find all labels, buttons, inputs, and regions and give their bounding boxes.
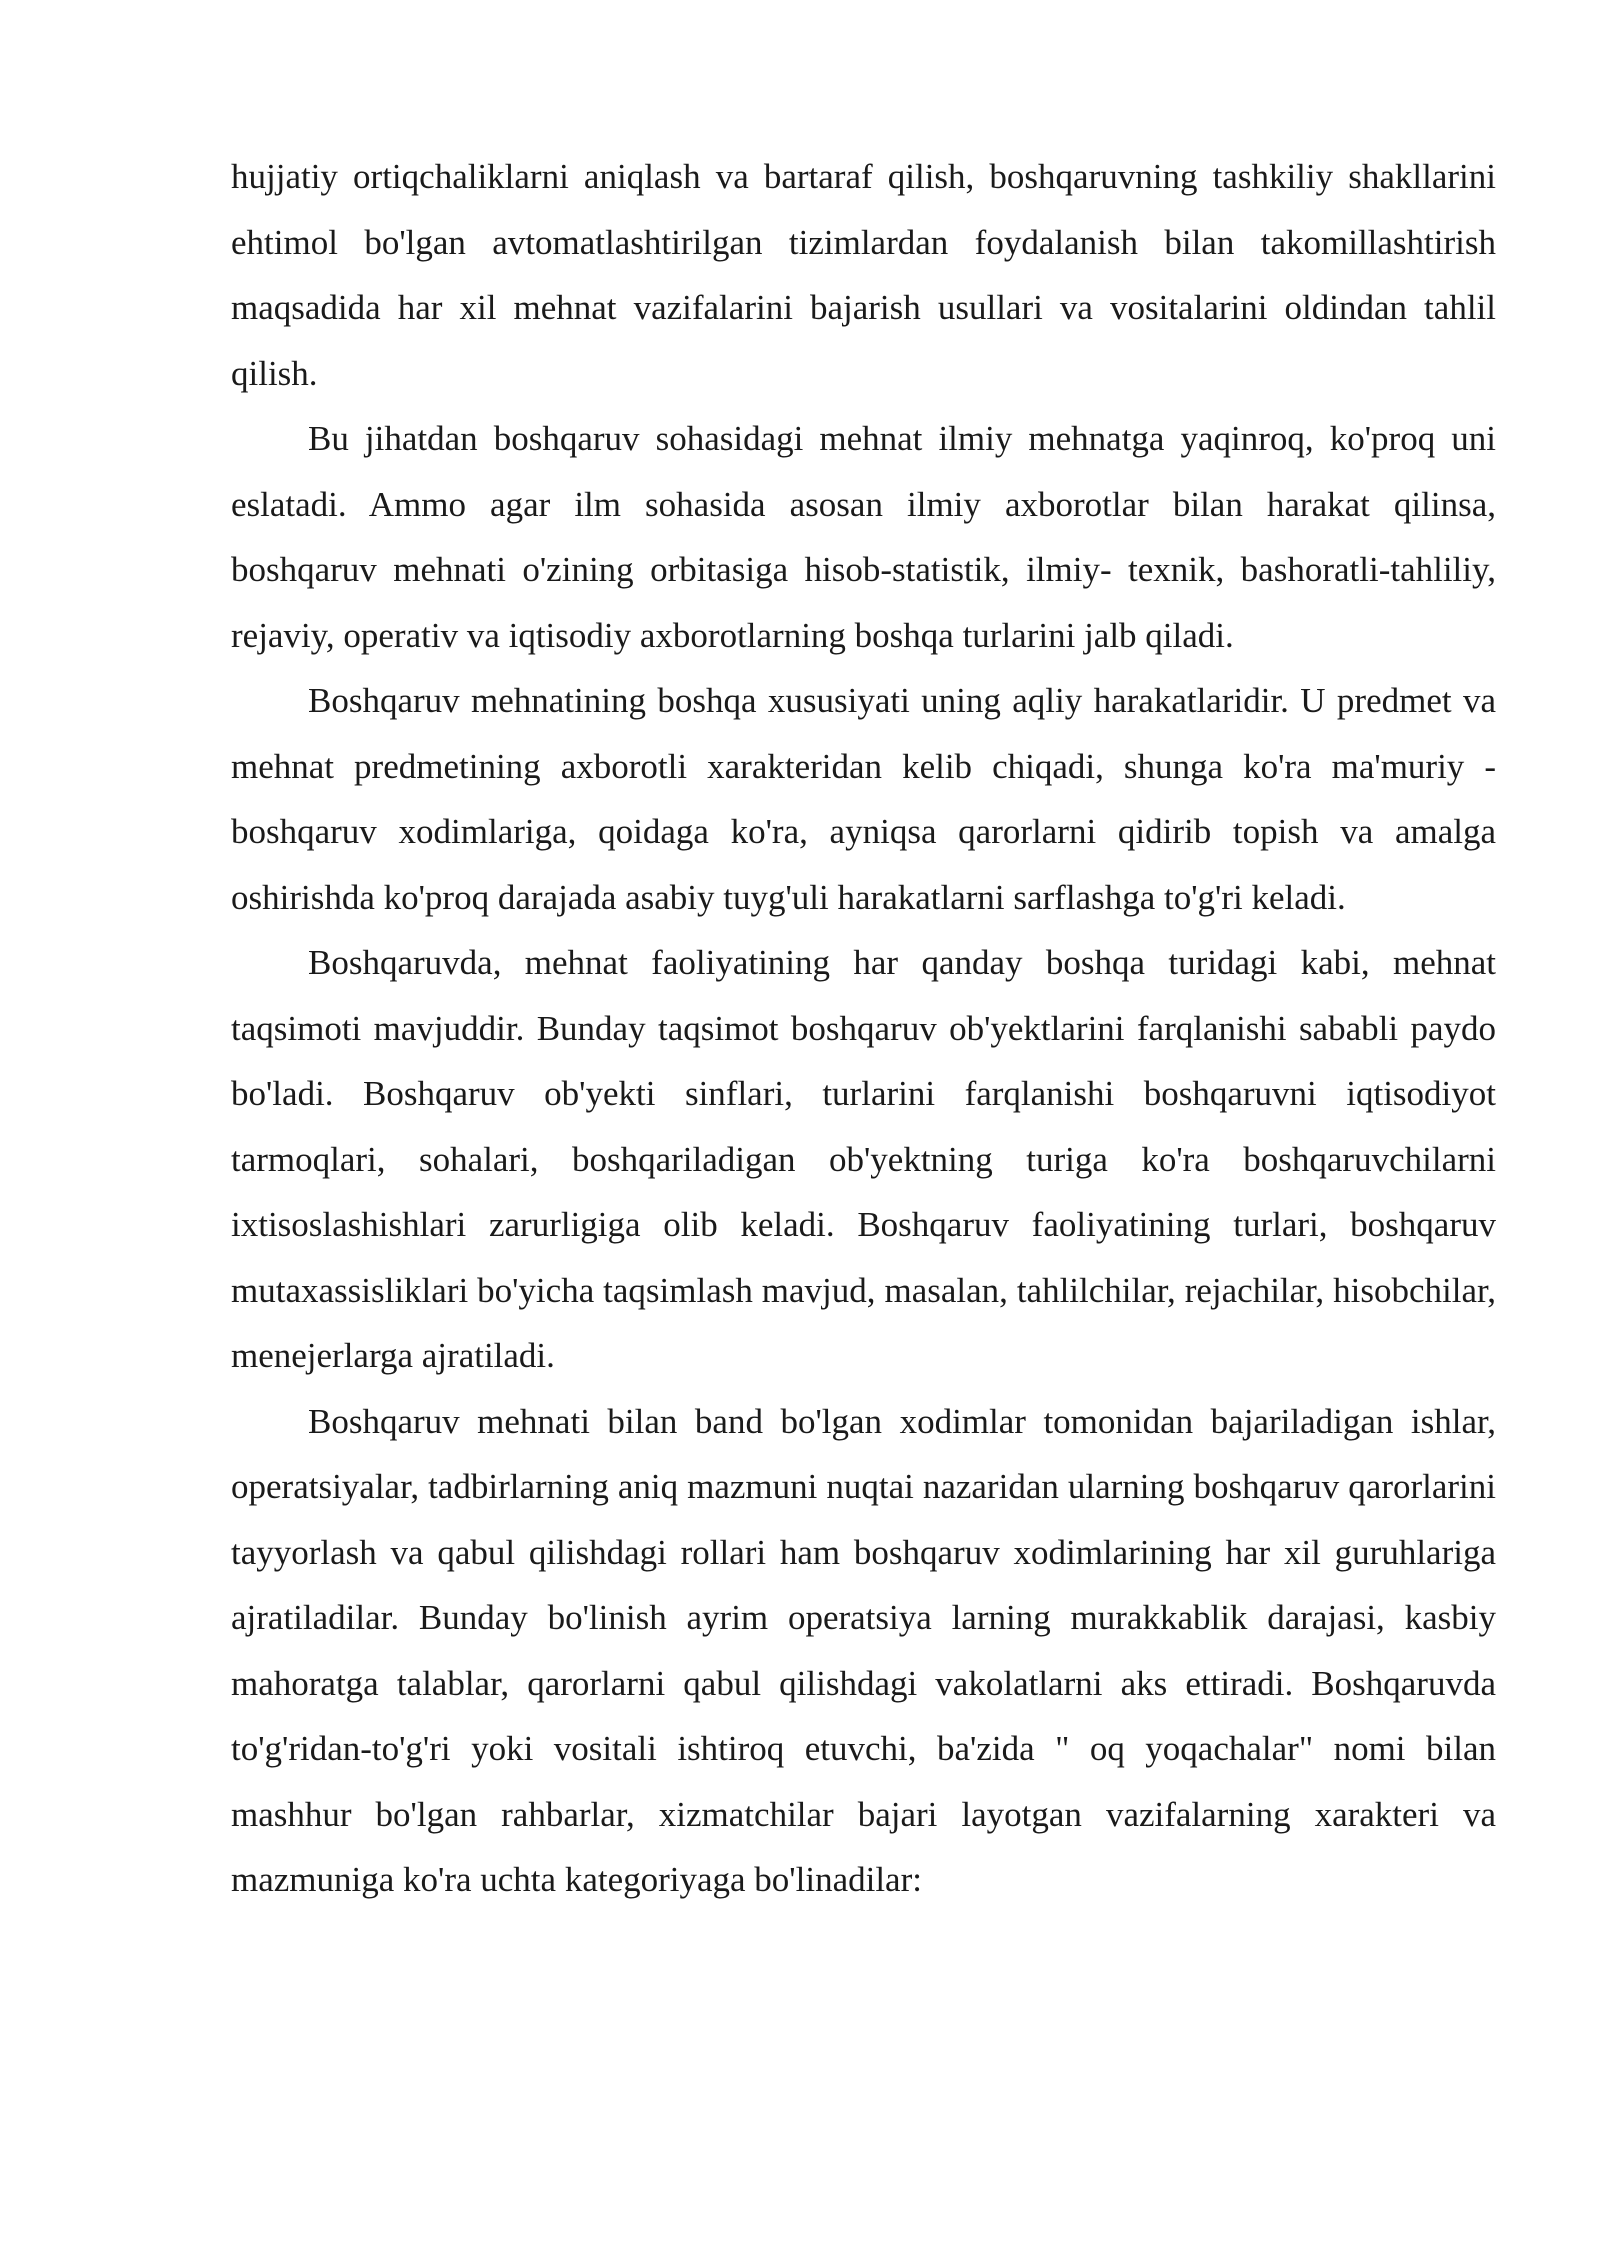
paragraph-4: Boshqaruvda, mehnat faoliyatining har qanday boshqa turidagi kabi, mehnat taqsimoti mavjuddir. Bunday taqsimot boshqaruv ob'yektlarini farqlanishi sababli paydo bo'ladi. Boshqaruv ob'yekti sinflari, turlarini farqlanishi boshqaruvni iqtisodiyot tarmoqlari, sohalari, boshqariladigan ob'yektning turiga ko'ra boshqaruvchilarni ixtisoslashishlari zarurligiga olib keladi. Boshqaruv faoliyatining turlari, boshqaruv mutaxassisliklari bo'yicha taqsimlash mavjud, masalan, tahlilchilar, rejachilar, hisobchilar, menejerlarga ajratiladi.: [231, 943, 1496, 1375]
paragraph-5: Boshqaruv mehnati bilan band bo'lgan xodimlar tomonidan bajariladigan ishlar, operatsiyalar, tadbirlarning aniq mazmuni nuqtai nazaridan ularning boshqaruv qarorlarini tayyorlash va qabul qilishdagi rollari ham boshqaruv xodimlarining har xil guruhlariga ajratiladilar. Bunday bo'linish ayrim operatsiya larning murakkablik darajasi, kasbiy mahoratga talablar, qarorlarni qabul qilishdagi vakolatlarni aks ettiradi. Boshqaruvda to'g'ridan-to'g'ri yoki vositali ishtiroq etuvchi, ba'zida " oq yoqachalar" nomi bilan mashhur bo'lgan rahbarlar, xizmatchilar bajari layotgan vazifalarning xarakteri va mazmuniga ko'ra uchta kategoriyaga bo'linadilar:: [231, 1401, 1496, 1899]
paragraph-2: Bu jihatdan boshqaruv sohasidagi mehnat ilmiy mehnatga yaqinroq, ko'proq uni eslatadi. Ammo agar ilm sohasida asosan ilmiy axborotlar bilan harakat qilinsa, boshqaruv mehnati o'zining orbitasiga hisob-statistik, ilmiy- texnik, bashoratli-tahliliy, rejaviy, operativ va iqtisodiy axborotlarning boshqa turlarini jalb qiladi.: [231, 419, 1496, 655]
document-body: [231, 144, 1496, 1913]
paragraph-1: hujjatiy ortiqchaliklarni aniqlash va bartaraf qilish, boshqaruvning tashkiliy shakllarini ehtimol bo'lgan avtomatlashtirilgan tizimlardan foydalanish bilan takomillashtirish maqsadida har xil mehnat vazifalarini bajarish usullari va vositalarini oldindan tahlil qilish.: [231, 157, 1496, 393]
paragraph-3: Boshqaruv mehnatining boshqa xususiyati uning aqliy harakatlaridir. U predmet va mehnat predmetining axborotli xarakteridan kelib chiqadi, shunga ko'ra ma'muriy - boshqaruv xodimlariga, qoidaga ko'ra, ayniqsa qarorlarni qidirib topish va amalga oshirishda ko'proq darajada asabiy tuyg'uli harakatlarni sarflashga to'g'ri keladi.: [231, 681, 1496, 917]
